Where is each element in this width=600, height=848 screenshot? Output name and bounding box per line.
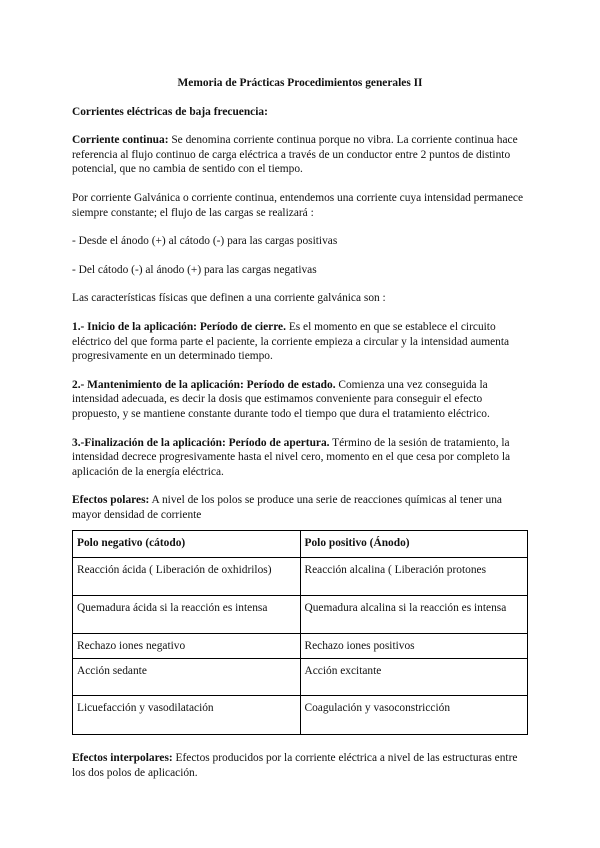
- paragraph-text: Se denomina corriente continua porque no vibra. La corriente continua hace referencia al flujo continuo de carga eléctrica a través de un conductor entre 2 puntos de distinto potencial, que no cambia de sentido con el tiempo.: [72, 134, 518, 176]
- paragraph-text: Efectos producidos por la corriente eléctrica a nivel de las estructuras entre los dos polos de aplicación.: [72, 752, 518, 780]
- table-cell: Acción sedante: [73, 659, 301, 696]
- paragraph-characteristics: Las características físicas que definen a una corriente galvánica son :: [72, 292, 386, 305]
- table-row: [73, 596, 528, 634]
- table-cell: Quemadura alcalina si la reacción es intensa: [300, 596, 528, 634]
- document-title: Memoria de Prácticas Procedimientos generales II: [177, 77, 423, 89]
- table-cell: Rechazo iones negativo: [73, 634, 301, 659]
- paragraph-corriente-continua: [72, 133, 528, 177]
- table-header-cell: Polo positivo (Ánodo): [300, 531, 528, 558]
- phase-text: Término de la sesión de tratamiento, la intensidad decrece progresivamente hasta el nivel cero, momento en el que cesa por completo la aplicación de la energía eléctrica.: [72, 436, 511, 478]
- table-row: [73, 659, 528, 696]
- paragraph-text: A nivel de los polos se produce una serie de reacciones químicas al tener una mayor densidad de corriente: [72, 494, 502, 521]
- paragraph-efectos-interpolares: [72, 751, 528, 780]
- paragraph-label: Efectos polares:: [72, 494, 150, 507]
- paragraph-label: Corriente continua:: [72, 134, 169, 147]
- table-cell: Quemadura ácida si la reacción es intensa: [73, 596, 301, 634]
- paragraph-galvanica: Por corriente Galvánica o corriente continua, entendemos una corriente cuya intensidad permanece siempre constante; el flujo de las cargas se realizará :: [72, 191, 523, 219]
- paragraph-label: Efectos interpolares:: [72, 752, 173, 765]
- table-row: [73, 558, 528, 596]
- paragraph-efectos-polares: [72, 493, 528, 522]
- paragraph-positive-charges: - Desde el ánodo (+) al cátodo (-) para las cargas positivas: [72, 235, 338, 248]
- paragraph-negative-charges: - Del cátodo (-) al ánodo (+) para las cargas negativas: [72, 263, 317, 276]
- table-row: [73, 634, 528, 659]
- phase-label: 1.- Inicio de la aplicación: Período de cierre.: [72, 320, 286, 333]
- table-cell: Licuefacción y vasodilatación: [73, 696, 301, 735]
- phase-label: 2.- Mantenimiento de la aplicación: Período de estado.: [72, 378, 336, 391]
- phase-paragraph: [72, 436, 528, 480]
- poles-table: [72, 530, 528, 735]
- phase-paragraph: [72, 378, 528, 422]
- document-page: [72, 76, 528, 781]
- phase-label: 3.-Finalización de la aplicación: Período de apertura.: [72, 436, 330, 449]
- table-cell: Coagulación y vasoconstricción: [300, 696, 528, 735]
- table-cell: Reacción alcalina ( Liberación protones: [300, 558, 528, 596]
- phase-text: Es el momento en que se establece el circuito eléctrico del que forma parte el paciente, la corriente empieza a circular y la intensidad aumenta progresivamente en un determinado tiempo.: [72, 320, 510, 363]
- table-cell: Reacción ácida ( Liberación de oxhidrilos): [73, 558, 301, 596]
- table-row: [73, 696, 528, 735]
- phase-text: Comienza una vez conseguida la intensidad adecuada, es decir la dosis que estimamos conveniente para conseguir el efecto propuesto, y se mantiene constante durante todo el tiempo que dura el tratamiento eléctrico.: [72, 378, 490, 420]
- table-header-cell: Polo negativo (cátodo): [73, 531, 301, 558]
- table-header-row: [73, 531, 528, 558]
- section-heading: Corrientes eléctricas de baja frecuencia:: [72, 105, 268, 118]
- phase-paragraph: [72, 320, 528, 364]
- table-cell: Rechazo iones positivos: [300, 634, 528, 659]
- table-cell: Acción excitante: [300, 659, 528, 696]
